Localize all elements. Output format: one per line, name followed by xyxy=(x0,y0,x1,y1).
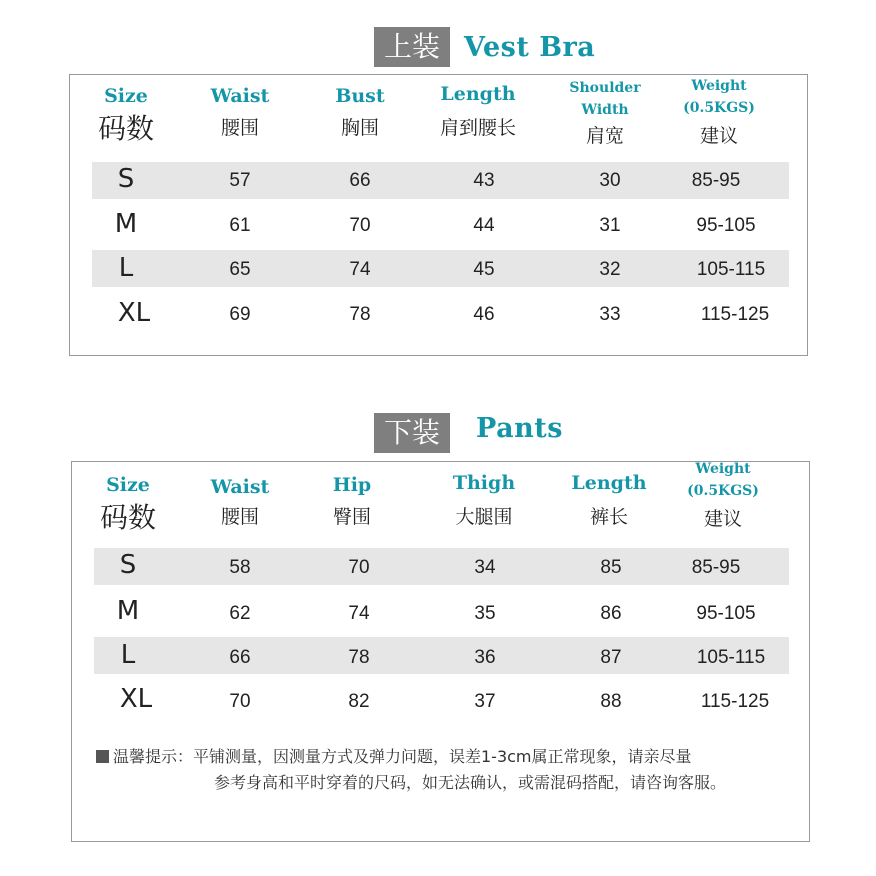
table-cell: 78 xyxy=(349,304,371,325)
table-cell: 37 xyxy=(474,691,496,712)
measurement-note xyxy=(96,744,806,796)
table-cell: 65 xyxy=(229,259,251,280)
table-cell: 82 xyxy=(348,691,370,712)
header-size: Size 码数 xyxy=(99,474,156,534)
note-line-1: 温馨提示：平铺测量，因测量方式及弹力问题，误差1-3cm属正常现象，请亲尽量 xyxy=(113,747,692,766)
table-cell: 105-115 xyxy=(696,647,766,668)
table-cell: 44 xyxy=(473,215,495,236)
size-cell: L xyxy=(118,253,134,283)
table-cell: 66 xyxy=(349,170,371,191)
table-cell: 85-95 xyxy=(691,170,741,191)
header-shoulder-width: Shoulder Width 肩宽 xyxy=(569,80,641,147)
table-cell: 87 xyxy=(600,647,622,668)
header-bust: Bust 胸围 xyxy=(335,85,385,139)
table-cell: 85-95 xyxy=(691,557,741,578)
table-cell: 33 xyxy=(599,304,621,325)
size-cell: M xyxy=(114,209,138,239)
size-cell: M xyxy=(116,596,140,626)
header-weight: Weight (0.5KGS) 建议 xyxy=(683,78,755,147)
bottom-section-heading xyxy=(374,413,563,453)
table-cell: 70 xyxy=(229,691,251,712)
header-thigh: Thigh 大腿围 xyxy=(452,472,516,528)
table-cell: 34 xyxy=(474,557,496,578)
top-size-table xyxy=(69,74,808,356)
size-cell: L xyxy=(120,640,136,670)
bottom-title-cn: 下装 xyxy=(374,413,450,453)
table-cell: 46 xyxy=(473,304,495,325)
header-waist: Waist 腰围 xyxy=(210,85,270,139)
bullet-square-icon xyxy=(96,750,109,763)
table-cell: 61 xyxy=(229,215,251,236)
table-cell: 31 xyxy=(599,215,621,236)
table-cell: 115-125 xyxy=(700,304,770,325)
table-cell: 35 xyxy=(474,603,496,624)
table-cell: 95-105 xyxy=(696,603,756,624)
header-length: Length 裤长 xyxy=(571,472,647,528)
table-cell: 43 xyxy=(473,170,495,191)
header-weight: Weight (0.5KGS) 建议 xyxy=(687,461,759,530)
size-cell: S xyxy=(117,164,135,194)
bottom-size-table xyxy=(71,461,810,842)
top-section-heading xyxy=(374,27,595,67)
table-cell: 32 xyxy=(599,259,621,280)
table-cell: 57 xyxy=(229,170,251,191)
table-cell: 86 xyxy=(600,603,622,624)
table-cell: 88 xyxy=(600,691,622,712)
table-cell: 66 xyxy=(229,647,251,668)
table-cell: 74 xyxy=(348,603,370,624)
header-length: Length 肩到腰长 xyxy=(439,83,516,139)
table-cell: 95-105 xyxy=(696,215,756,236)
table-cell: 45 xyxy=(473,259,495,280)
header-size: Size 码数 xyxy=(97,85,154,145)
header-hip: Hip 臀围 xyxy=(332,474,372,528)
table-cell: 69 xyxy=(229,304,251,325)
table-cell: 105-115 xyxy=(696,259,766,280)
table-cell: 70 xyxy=(348,557,370,578)
size-cell: S xyxy=(119,550,137,580)
table-cell: 70 xyxy=(349,215,371,236)
top-title-en: Vest Bra xyxy=(464,31,596,63)
header-waist: Waist 腰围 xyxy=(210,476,270,528)
size-cell: XL xyxy=(117,298,151,328)
table-cell: 74 xyxy=(349,259,371,280)
table-cell: 36 xyxy=(474,647,496,668)
table-cell: 78 xyxy=(348,647,370,668)
note-line-2: 参考身高和平时穿着的尺码，如无法确认，或需混码搭配，请咨询客服。 xyxy=(214,773,727,792)
top-title-cn: 上装 xyxy=(374,27,450,67)
table-cell: 58 xyxy=(229,557,251,578)
table-cell: 85 xyxy=(600,557,622,578)
bottom-title-en: Pants xyxy=(476,412,563,444)
table-cell: 30 xyxy=(599,170,621,191)
size-cell: XL xyxy=(119,684,153,714)
table-cell: 62 xyxy=(229,603,251,624)
table-cell: 115-125 xyxy=(700,691,770,712)
